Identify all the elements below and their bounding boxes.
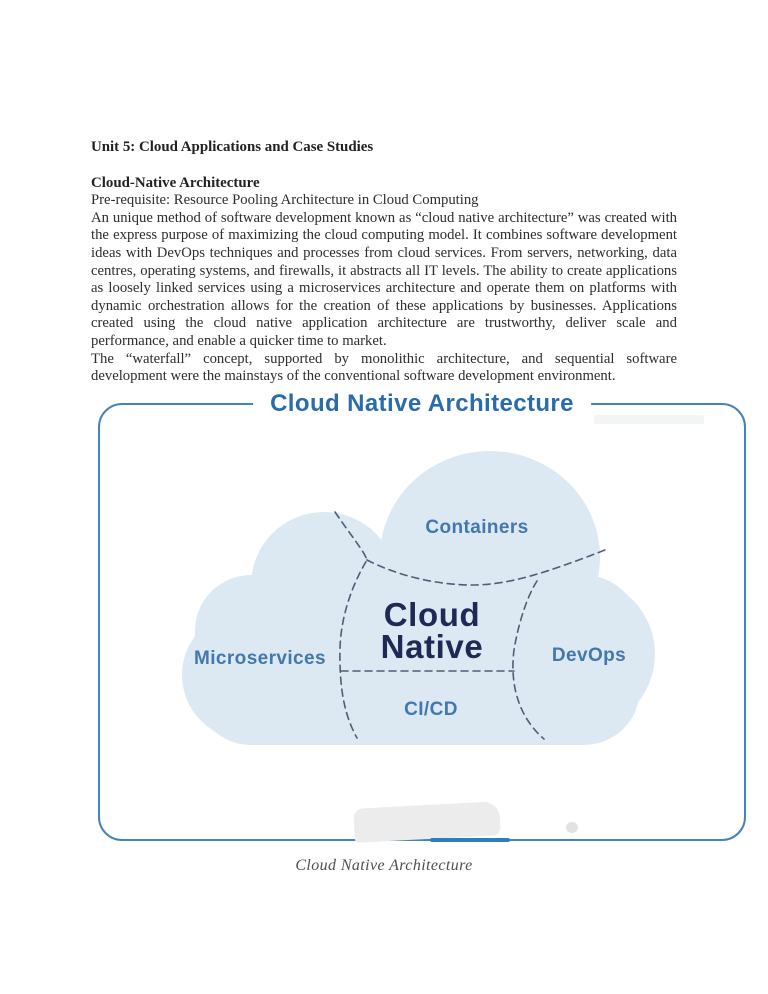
- figure-caption: Cloud Native Architecture: [295, 857, 473, 874]
- paragraph-2: The “waterfall” concept, supported by monolithic architecture, and sequential software development were the mainstays of the conventional software development environment.: [91, 350, 677, 385]
- center-label: [381, 596, 484, 665]
- label-cicd: CI/CD: [404, 699, 458, 720]
- label-native: Native: [380, 628, 484, 665]
- paragraph-1: An unique method of software development known as “cloud native architecture” was created with the express purpose of maximizing the cloud computing model. It combines software development ideas with DevOps techniques and processes from cloud services. From servers, networking, data centres, operating systems, and firewalls, it abstracts all IT levels. The ability to create applications as loosely linked services using a microservices architecture and operate them on platforms with dynamic orchestration allows for the creation of these applications by businesses. Applications created using the cloud native application architecture are trustworthy, deliver scale and performance, and enable a quicker time to market.: [91, 209, 677, 349]
- smudge-dot: [566, 822, 578, 833]
- unit-heading: Unit 5: Cloud Applications and Case Studies: [91, 139, 374, 155]
- section-title: Cloud-Native Architecture: [91, 174, 260, 191]
- document-body: [91, 139, 677, 386]
- figure-title: Cloud Native Architecture: [253, 390, 591, 418]
- cloud-diagram: [100, 405, 744, 839]
- label-microservices: Microservices: [194, 648, 326, 669]
- label-containers: Containers: [425, 517, 529, 538]
- label-cloud: Cloud: [383, 596, 481, 633]
- prerequisite-line: Pre-requisite: Resource Pooling Architecture in Cloud Computing: [91, 192, 479, 209]
- label-devops: DevOps: [551, 645, 627, 666]
- border-ink-segment: [430, 838, 510, 842]
- figure-frame: [98, 390, 746, 841]
